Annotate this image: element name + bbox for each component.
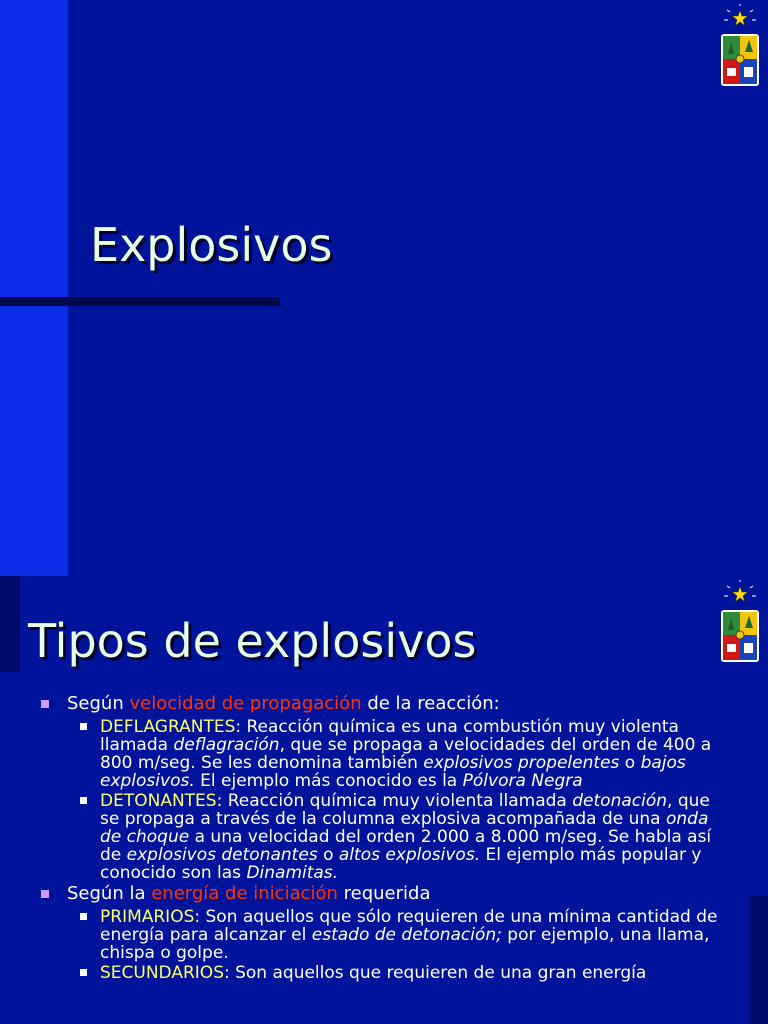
bullet-energia: Según la energía de iniciación requerida — [38, 884, 728, 904]
slide-body — [38, 694, 728, 984]
term-primarios: PRIMARIOS — [100, 907, 195, 927]
sub-bullet-detonantes: DETONANTES: Reacción química muy violenta llamada detonación, que se propaga a través de la columna explosiva acompañada de una onda de choque a una velocidad del orden 2.000 a 8.000 m/seg. Se habla así de explosivos detonantes o altos explosivos. El ejemplo más popular y conocido son las Dinamitas. — [80, 792, 728, 882]
term-secundarios: SECUNDARIOS — [100, 963, 224, 983]
left-accent-band — [0, 0, 68, 576]
bullet-velocidad: Según velocidad de propagación de la reacción: — [38, 694, 728, 714]
right-accent-band — [750, 896, 768, 1024]
university-crest-icon — [718, 4, 762, 88]
sub-bullet-primarios: PRIMARIOS: Son aquellos que sólo requieren de una mínima cantidad de energía para alcanzar el estado de detonación; por ejemplo, una llama, chispa o golpe. — [80, 908, 728, 962]
university-crest-icon — [718, 580, 762, 664]
sub-bullet-deflagrantes: DEFLAGRANTES: Reacción química es una combustión muy violenta llamada deflagración, que se propaga a velocidades del orden de 400 a 800 m/seg. Se les denomina también explosivos propelentes o bajos explosivos. El ejemplo más conocido es la Pólvora Negra — [80, 718, 728, 790]
slide-title: Explosivos — [90, 218, 333, 272]
term-deflagrantes: DEFLAGRANTES — [100, 717, 236, 737]
title-underline-rule — [0, 297, 280, 306]
highlight-velocidad: velocidad de propagación — [129, 693, 362, 714]
sub-bullet-secundarios: SECUNDARIOS: Son aquellos que requieren de una gran energía — [80, 964, 728, 982]
highlight-energia: energía de iniciación — [151, 883, 338, 904]
content-slide — [0, 576, 768, 1024]
slide-title: Tipos de explosivos — [28, 614, 477, 668]
term-detonantes: DETONANTES — [100, 791, 217, 811]
left-accent-band — [0, 576, 20, 672]
